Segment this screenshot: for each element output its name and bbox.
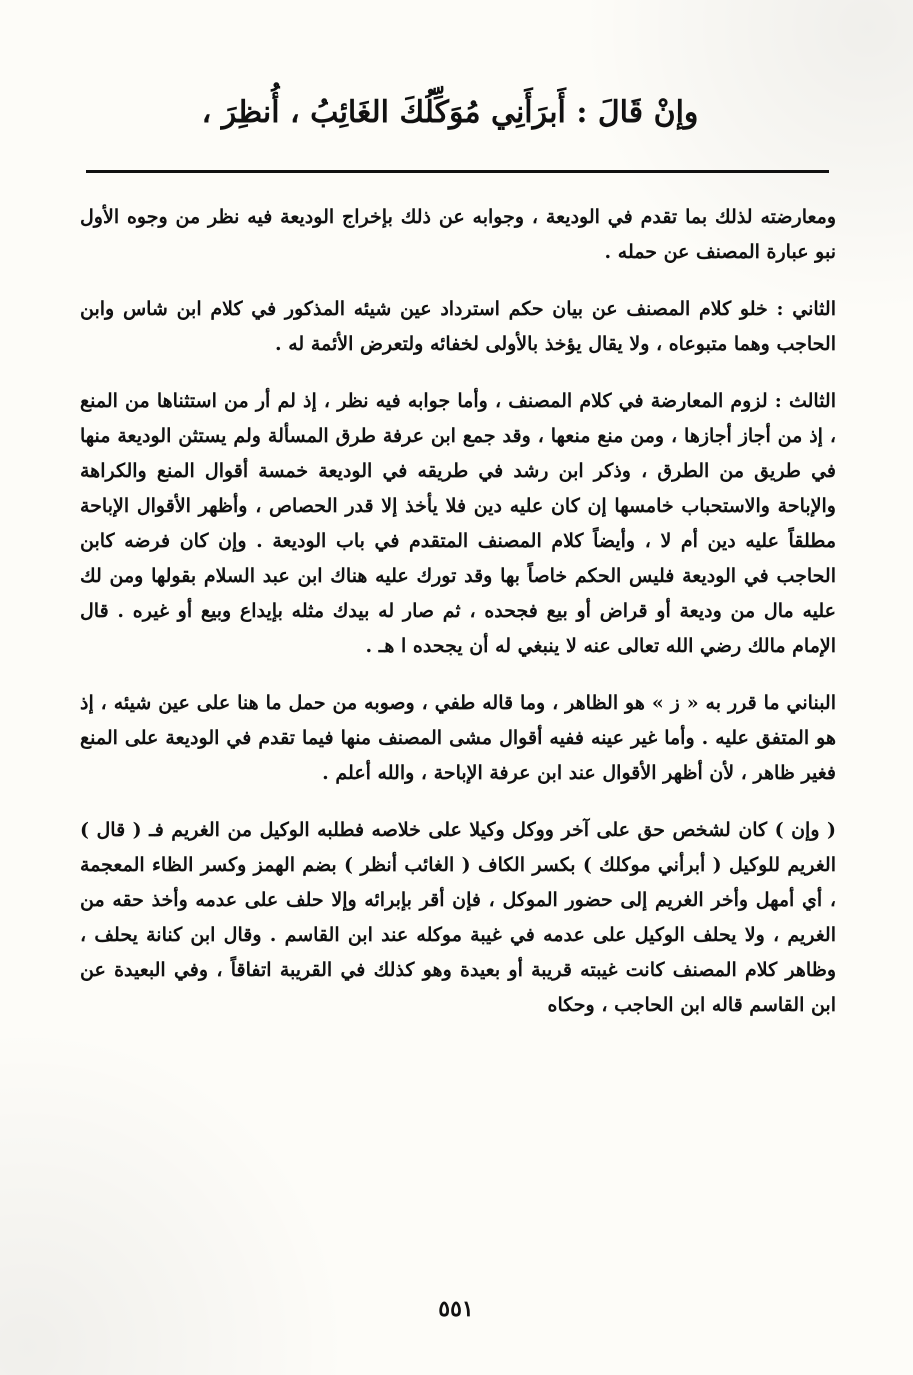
page-heading: وإنْ قَالَ : أَبرَأَنِي مُوَكِّلُكَ الغَائِبُ ، أُنظِرَ ، bbox=[201, 95, 699, 130]
body-text bbox=[80, 200, 836, 1023]
paragraph-1: ومعارضته لذلك بما تقدم في الوديعة ، وجوابه عن ذلك بإخراج الوديعة فيه نظر من وجوه الأول نبو عبارة المصنف عن حمله . bbox=[80, 206, 836, 263]
paragraph-3: الثالث : لزوم المعارضة في كلام المصنف ، وأما جوابه فيه نظر ، إذ لم أر من استثناها من المنع ، إذ من أجاز أجازها ، ومن منع منعها ، وقد جمع ابن عرفة طرق المسألة ولم يستثن الوديعة منها في طريق من الطرق ، وذكر ابن رشد في طريقه في الوديعة خمسة أقوال المنع والكراهة والإباحة والاستحباب خامسها إن كان عليه دين فلا يأخذ إلا قدر الحصاص ، وأظهر الأقوال الإباحة مطلقاً عليه دين أم لا ، وأيضاً كلام المصنف المتقدم في باب الوديعة . وإن كان فرضه كابن الحاجب في الوديعة فليس الحكم خاصاً بها وقد تورك عليه هناك ابن عبد السلام بقولها ومن لك عليه مال من وديعة أو قراض أو بيع فجحده ، ثم صار له بيدك مثله بإيداع وبيع أو غيره . قال الإمام مالك رضي الله تعالى عنه لا ينبغي له أن يجحده ا هـ . bbox=[80, 390, 836, 657]
paragraph-2: الثاني : خلو كلام المصنف عن بيان حكم استرداد عين شيئه المذكور في كلام ابن شاس وابن الحاجب وهما متبوعاه ، ولا يقال يؤخذ بالأولى لخفائه ولتعرض الأئمة له . bbox=[80, 298, 836, 355]
page-number: ٥٥١ bbox=[438, 1296, 474, 1322]
paragraph-4: البناني ما قرر به « ز » هو الظاهر ، وما قاله طفي ، وصوبه من حمل ما هنا على عين شيئه ، إذ هو المتفق عليه . وأما غير عينه ففيه أقوال مشى المصنف منها فيما تقدم في الوديعة على المنع فغير ظاهر ، لأن أظهر الأقوال عند ابن عرفة الإباحة ، والله أعلم . bbox=[80, 692, 836, 784]
paragraph-5: ( وإن ) كان لشخص حق على آخر ووكل وكيلا على خلاصه فطلبه الوكيل من الغريم فـ ( قال ) الغريم للوكيل ( أبرأني موكلك ) بكسر الكاف ( الغائب أنظر ) بضم الهمز وكسر الظاء المعجمة ، أي أمهل وأخر الغريم إلى حضور الموكل ، فإن أقر بإبرائه وإلا حلف على عدمه وأخذ حقه من الغريم ، ولا يحلف الوكيل على عدمه في غيبة موكله عند ابن القاسم . وقال ابن كنانة يحلف ، وظاهر كلام المصنف كانت غيبته قريبة أو بعيدة وهو كذلك في القريبة اتفاقاً ، وفي البعيدة عن ابن القاسم قاله ابن الحاجب ، وحكاه bbox=[80, 819, 836, 1016]
heading-rule bbox=[86, 170, 829, 173]
